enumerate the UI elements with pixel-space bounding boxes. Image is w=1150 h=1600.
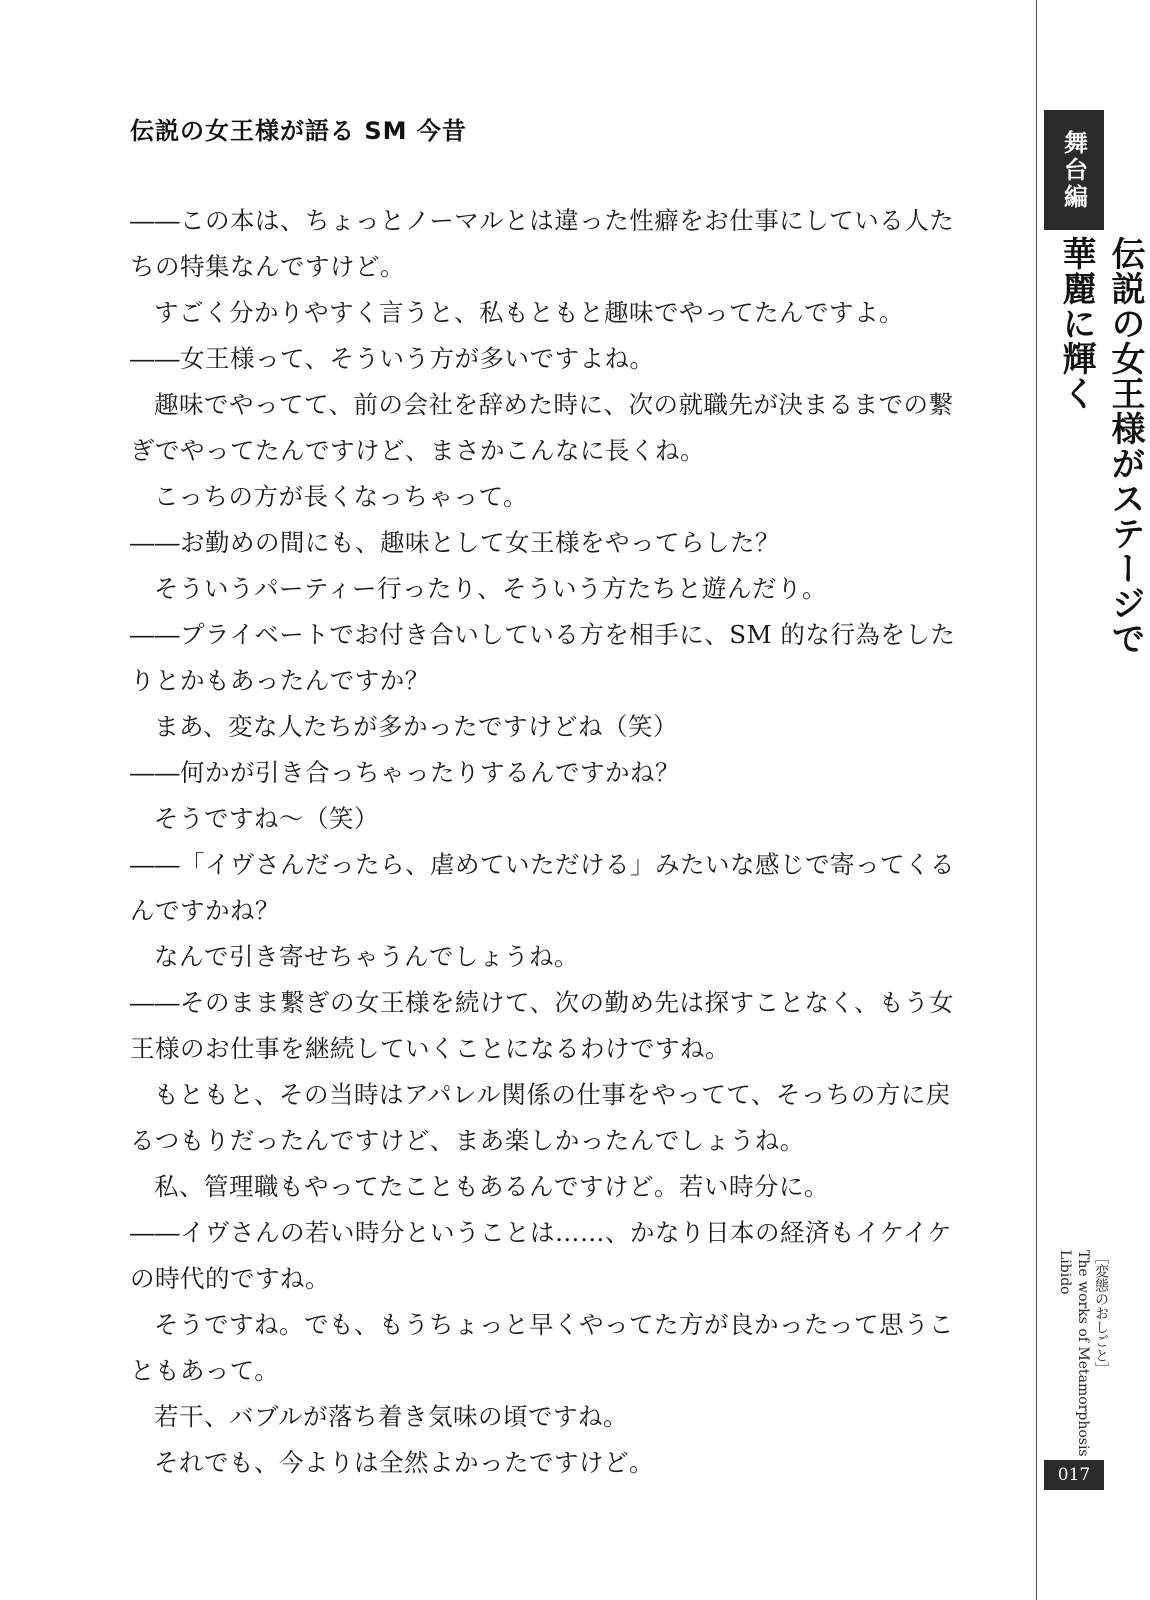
answer-line: 私、管理職もやってたこともあるんですけど。若い時分に。	[154, 1172, 829, 1201]
question-line: ――イヴさんの若い時分ということは……、かなり日本の経済もイケイケ	[130, 1218, 953, 1247]
answer-line: そういうパーティー行ったり、そういう方たちと遊んだり。	[154, 574, 828, 603]
question-line: ――女王様って、そういう方が多いですよね。	[130, 344, 655, 373]
question-line: 王様のお仕事を継続していくことになるわけですね。	[130, 1034, 730, 1063]
vertical-chapter-title: 伝説の女王様がステージで華麗に輝く	[1056, 236, 1145, 656]
book-series-title	[1056, 1250, 1110, 1460]
interview-body	[130, 198, 990, 1486]
question-line: ――何かが引き合っちゃったりするんですかね？	[130, 758, 680, 787]
answer-line: なんで引き寄せちゃうんでしょうね。	[154, 942, 579, 971]
answer-line: ぎでやってたんですけど、まさかこんなに長くね。	[130, 436, 705, 465]
question-line: ――「イヴさんだったら、虐めていただける」みたいな感じで寄ってくる	[130, 850, 955, 879]
page-number: 017	[1044, 1460, 1104, 1490]
answer-line: るつもりだったんですけど、まあ楽しかったんでしょうね。	[130, 1126, 805, 1155]
margin-rule	[1036, 0, 1037, 1600]
answer-line: 趣味でやってて、前の会社を辞めた時に、次の就職先が決まるまでの繋	[154, 390, 954, 419]
answer-line: 若干、バブルが落ち着き気味の頃ですね。	[154, 1402, 629, 1431]
question-line: んですかね？	[130, 896, 280, 925]
answer-line: そうですね～（笑）	[154, 804, 379, 833]
question-line: の時代的ですね。	[130, 1264, 330, 1293]
question-line: ――プライベートでお付き合いしている方を相手に、SM 的な行為をした	[130, 620, 956, 649]
book-title-en: The works of Metamorphosis Libido	[1057, 1250, 1091, 1457]
answer-line: そうですね。でも、もうちょっと早くやってた方が良かったって思うこ	[154, 1310, 954, 1339]
answer-line: もともと、その当時はアパレル関係の仕事をやってて、そっちの方に戻	[154, 1080, 951, 1109]
question-line: ――お勤めの間にも、趣味として女王様をやってらした？	[130, 528, 780, 557]
section-label: 舞台編	[1059, 129, 1088, 211]
question-line: ――そのまま繋ぎの女王様を続けて、次の勤め先は探すことなく、もう女	[130, 988, 955, 1017]
question-line: りとかもあったんですか？	[130, 666, 430, 695]
article-heading: 伝説の女王様が語る SM 今昔	[130, 117, 467, 145]
answer-line: ともあって。	[130, 1356, 280, 1385]
question-line: ――この本は、ちょっとノーマルとは違った性癖をお仕事にしている人た	[130, 206, 955, 235]
section-tab	[1044, 110, 1104, 230]
answer-line: まあ、変な人たちが多かったですけどね（笑）	[154, 712, 679, 741]
answer-line: それでも、今よりは全然よかったですけど。	[154, 1448, 654, 1477]
book-title-jp: ［変態のおしごと］	[1093, 1250, 1109, 1376]
question-line: ちの特集なんですけど。	[130, 252, 405, 281]
answer-line: こっちの方が長くなっちゃって。	[154, 482, 529, 511]
answer-line: すごく分かりやすく言うと、私もともと趣味でやってたんですよ。	[154, 298, 904, 327]
